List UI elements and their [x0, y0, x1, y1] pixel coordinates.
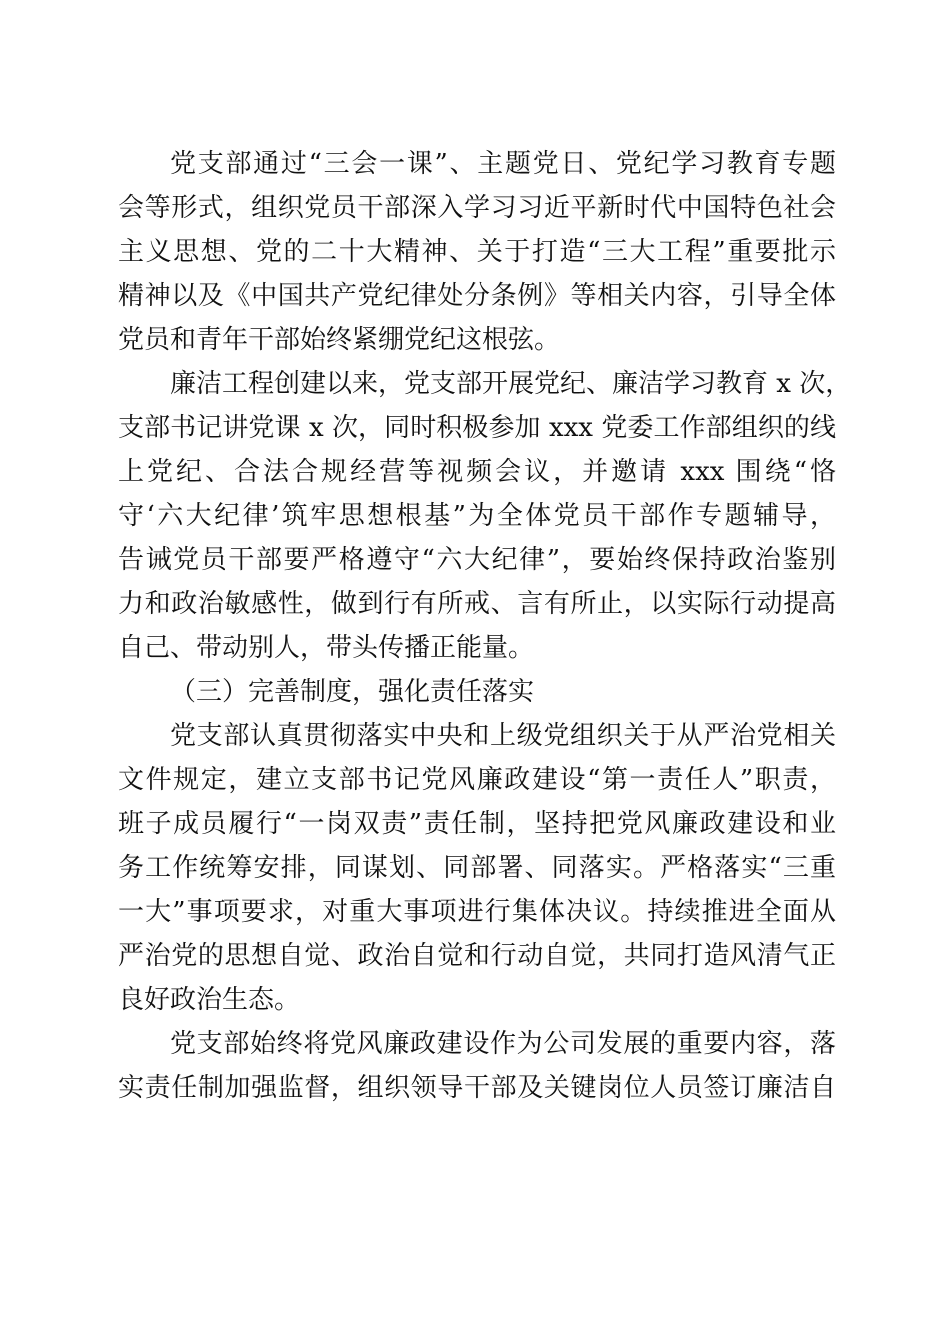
text-line: 支部书记讲党课 x 次，同时积极参加 xxx 党委工作部组织的线: [118, 413, 836, 443]
text-line: 党员和青年干部始终紧绷党纪这根弦。: [118, 325, 561, 355]
document-page: [118, 142, 852, 1110]
text-line: 上党纪、合法合规经营等视频会议，并邀请 xxx 围绕“恪: [118, 457, 836, 487]
text-line: 良好政治生态。: [118, 985, 301, 1015]
paragraph: [118, 714, 836, 1022]
text-line: 守‘六大纪律’筑牢思想根基”为全体党员干部作专题辅导，: [118, 501, 836, 531]
text-line: 文件规定，建立支部书记党风廉政建设“第一责任人”职责，: [118, 765, 836, 795]
text-line: 严治党的思想自觉、政治自觉和行动自觉，共同打造风清气正: [118, 941, 836, 971]
text-line: 会等形式，组织党员干部深入学习习近平新时代中国特色社会: [118, 193, 836, 223]
text-line: 一大”事项要求，对重大事项进行集体决议。持续推进全面从: [118, 897, 836, 927]
text-line: 告诫党员干部要严格遵守“六大纪律”，要始终保持政治鉴别: [118, 545, 836, 575]
text-line: 党支部通过“三会一课”、主题党日、党纪学习教育专题: [170, 149, 836, 179]
section-heading-text: （三）完善制度，强化责任落实: [170, 677, 535, 707]
paragraph: [118, 142, 836, 362]
section-heading: [118, 670, 836, 714]
paragraph: [118, 362, 852, 670]
text-line: 实责任制加强监督，组织领导干部及关键岗位人员签订廉洁自: [118, 1073, 836, 1103]
text-line: 廉洁工程创建以来，党支部开展党纪、廉洁学习教育 x 次，: [170, 369, 852, 399]
text-line: 党支部始终将党风廉政建设作为公司发展的重要内容，落: [170, 1029, 836, 1059]
text-line: 自己、带动别人，带头传播正能量。: [118, 633, 535, 663]
text-line: 务工作统筹安排，同谋划、同部署、同落实。严格落实“三重: [118, 853, 836, 883]
paragraph: [118, 1022, 836, 1110]
text-line: 精神以及《中国共产党纪律处分条例》等相关内容，引导全体: [118, 281, 836, 311]
text-line: 主义思想、党的二十大精神、关于打造“三大工程”重要批示: [118, 237, 836, 267]
text-line: 班子成员履行“一岗双责”责任制，坚持把党风廉政建设和业: [118, 809, 836, 839]
text-line: 力和政治敏感性，做到行有所戒、言有所止，以实际行动提高: [118, 589, 836, 619]
text-line: 党支部认真贯彻落实中央和上级党组织关于从严治党相关: [170, 721, 836, 751]
